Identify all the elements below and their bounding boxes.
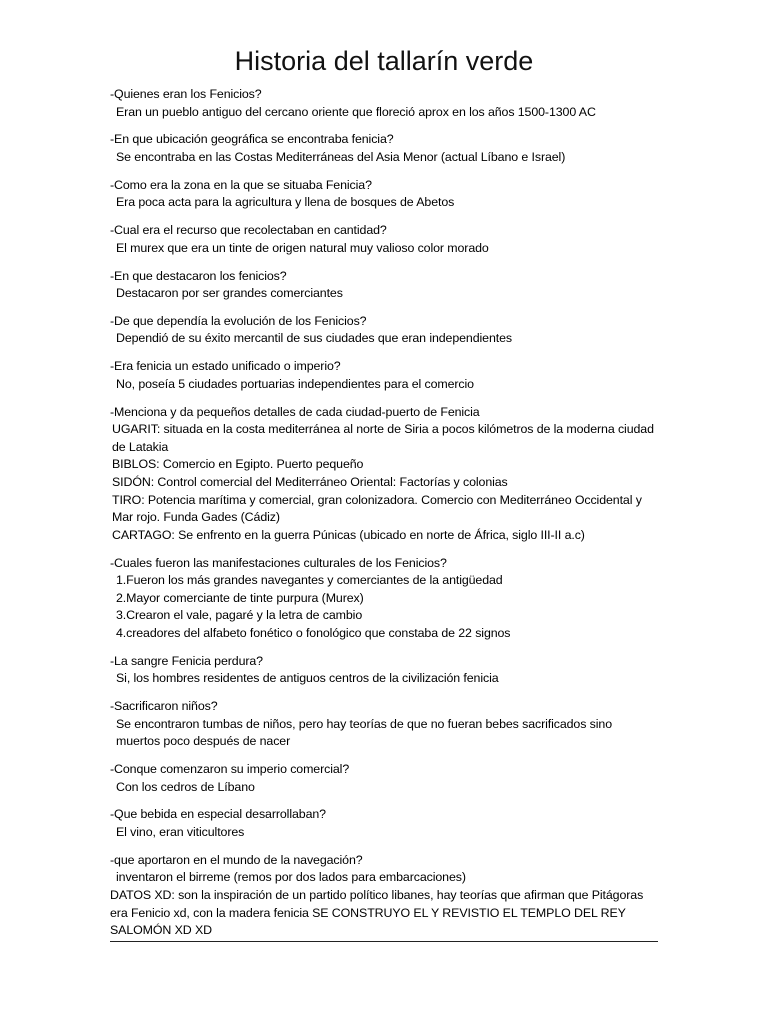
- answer: Eran un pueblo antiguo del cercano oriente que floreció aprox en los años 1500-1300 AC: [116, 104, 596, 119]
- qa-item: [110, 131, 658, 166]
- document-body: [110, 86, 658, 942]
- question: -Quienes eran los Fenicios?: [110, 87, 262, 101]
- qa-item: [110, 806, 658, 841]
- city-detail: SIDÓN: Control comercial del Mediterráneo Oriental: Factorías y colonias: [112, 475, 508, 489]
- qa-item: [110, 761, 658, 796]
- question: -Cuales fueron las manifestaciones culturales de los Fenicios?: [110, 555, 447, 570]
- qa-item: [110, 177, 658, 212]
- question: -En que ubicación geográfica se encontraba fenicia?: [110, 132, 394, 147]
- qa-item: [110, 698, 658, 751]
- question: -Conque comenzaron su imperio comercial?: [110, 762, 350, 777]
- answer: Dependió de su éxito mercantil de sus ciudades que eran independientes: [116, 331, 512, 346]
- bottom-divider: [110, 941, 658, 942]
- question: -De que dependía la evolución de los Fenicios?: [110, 313, 367, 328]
- city-detail: CARTAGO: Se enfrento en la guerra Púnicas (ubicado en norte de África, siglo III-II a.c): [112, 527, 585, 542]
- culture-section: [110, 555, 658, 643]
- city-detail: BIBLOS: Comercio en Egipto. Puerto pequeño: [112, 457, 364, 472]
- question: -La sangre Fenicia perdura?: [110, 653, 263, 668]
- question: -Cual era el recurso que recolectaban en cantidad?: [110, 223, 387, 238]
- question: -Que bebida en especial desarrollaban?: [110, 807, 326, 822]
- answer: inventaron el birreme (remos por dos lados para embarcaciones): [116, 870, 466, 885]
- qa-item: [110, 653, 658, 688]
- question: -Menciona y da pequeños detalles de cada ciudad-puerto de Fenicia: [110, 404, 480, 419]
- navigation-section: [110, 852, 658, 942]
- answer: No, poseía 5 ciudades portuarias independientes para el comercio: [116, 376, 474, 391]
- answer: Se encontraron tumbas de niños, pero hay teorías de que no fueran bebes sacrificados sino muertos poco después de nacer: [116, 716, 612, 749]
- qa-item: [110, 358, 658, 393]
- answer: Era poca acta para la agricultura y llena de bosques de Abetos: [116, 195, 455, 210]
- culture-item: 3.Crearon el vale, pagaré y la letra de cambio: [116, 608, 363, 623]
- question: -Era fenicia un estado unificado o imperio?: [110, 359, 341, 374]
- culture-item: 1.Fueron los más grandes navegantes y comerciantes de la antigüedad: [116, 573, 503, 588]
- culture-item: 4.creadores del alfabeto fonético o fonológico que constaba de 22 signos: [116, 625, 511, 640]
- answer: El vino, eran viticultores: [116, 825, 245, 840]
- qa-item: [110, 268, 658, 303]
- question: -Como era la zona en la que se situaba Fenicia?: [110, 177, 372, 192]
- question: -En que destacaron los fenicios?: [110, 268, 287, 283]
- answer: Destacaron por ser grandes comerciantes: [116, 286, 343, 301]
- page-title: Historia del tallarín verde: [234, 46, 534, 76]
- cities-section: [110, 404, 658, 545]
- datos-paragraph: DATOS XD: son la inspiración de un partido político libanes, hay teorías que afirman que Pitágoras era Fenicio xd, con la madera fenicia SE CONSTRUYO EL Y REVISTIO EL TEMPLO DEL REY SALOMÓN XD XD: [110, 888, 644, 938]
- answer: Si, los hombres residentes de antiguos centros de la civilización fenicia: [116, 671, 499, 686]
- question: -Sacrificaron niños?: [110, 699, 218, 714]
- qa-item: [110, 86, 658, 121]
- qa-item: [110, 313, 658, 348]
- question: -que aportaron en el mundo de la navegación?: [110, 852, 363, 867]
- culture-item: 2.Mayor comerciante de tinte purpura (Murex): [116, 590, 364, 605]
- city-detail: TIRO: Potencia marítima y comercial, gran colonizadora. Comercio con Mediterráneo Occidental y Mar rojo. Funda Gades (Cádiz): [112, 492, 642, 525]
- answer: Se encontraba en las Costas Mediterráneas del Asia Menor (actual Líbano e Israel): [116, 149, 566, 164]
- qa-item: [110, 222, 658, 257]
- city-detail: UGARIT: situada en la costa mediterránea al norte de Siria a pocos kilómetros de la moderna ciudad de Latakia: [112, 422, 654, 454]
- answer: El murex que era un tinte de origen natural muy valioso color morado: [116, 240, 489, 255]
- answer: Con los cedros de Líbano: [116, 779, 255, 794]
